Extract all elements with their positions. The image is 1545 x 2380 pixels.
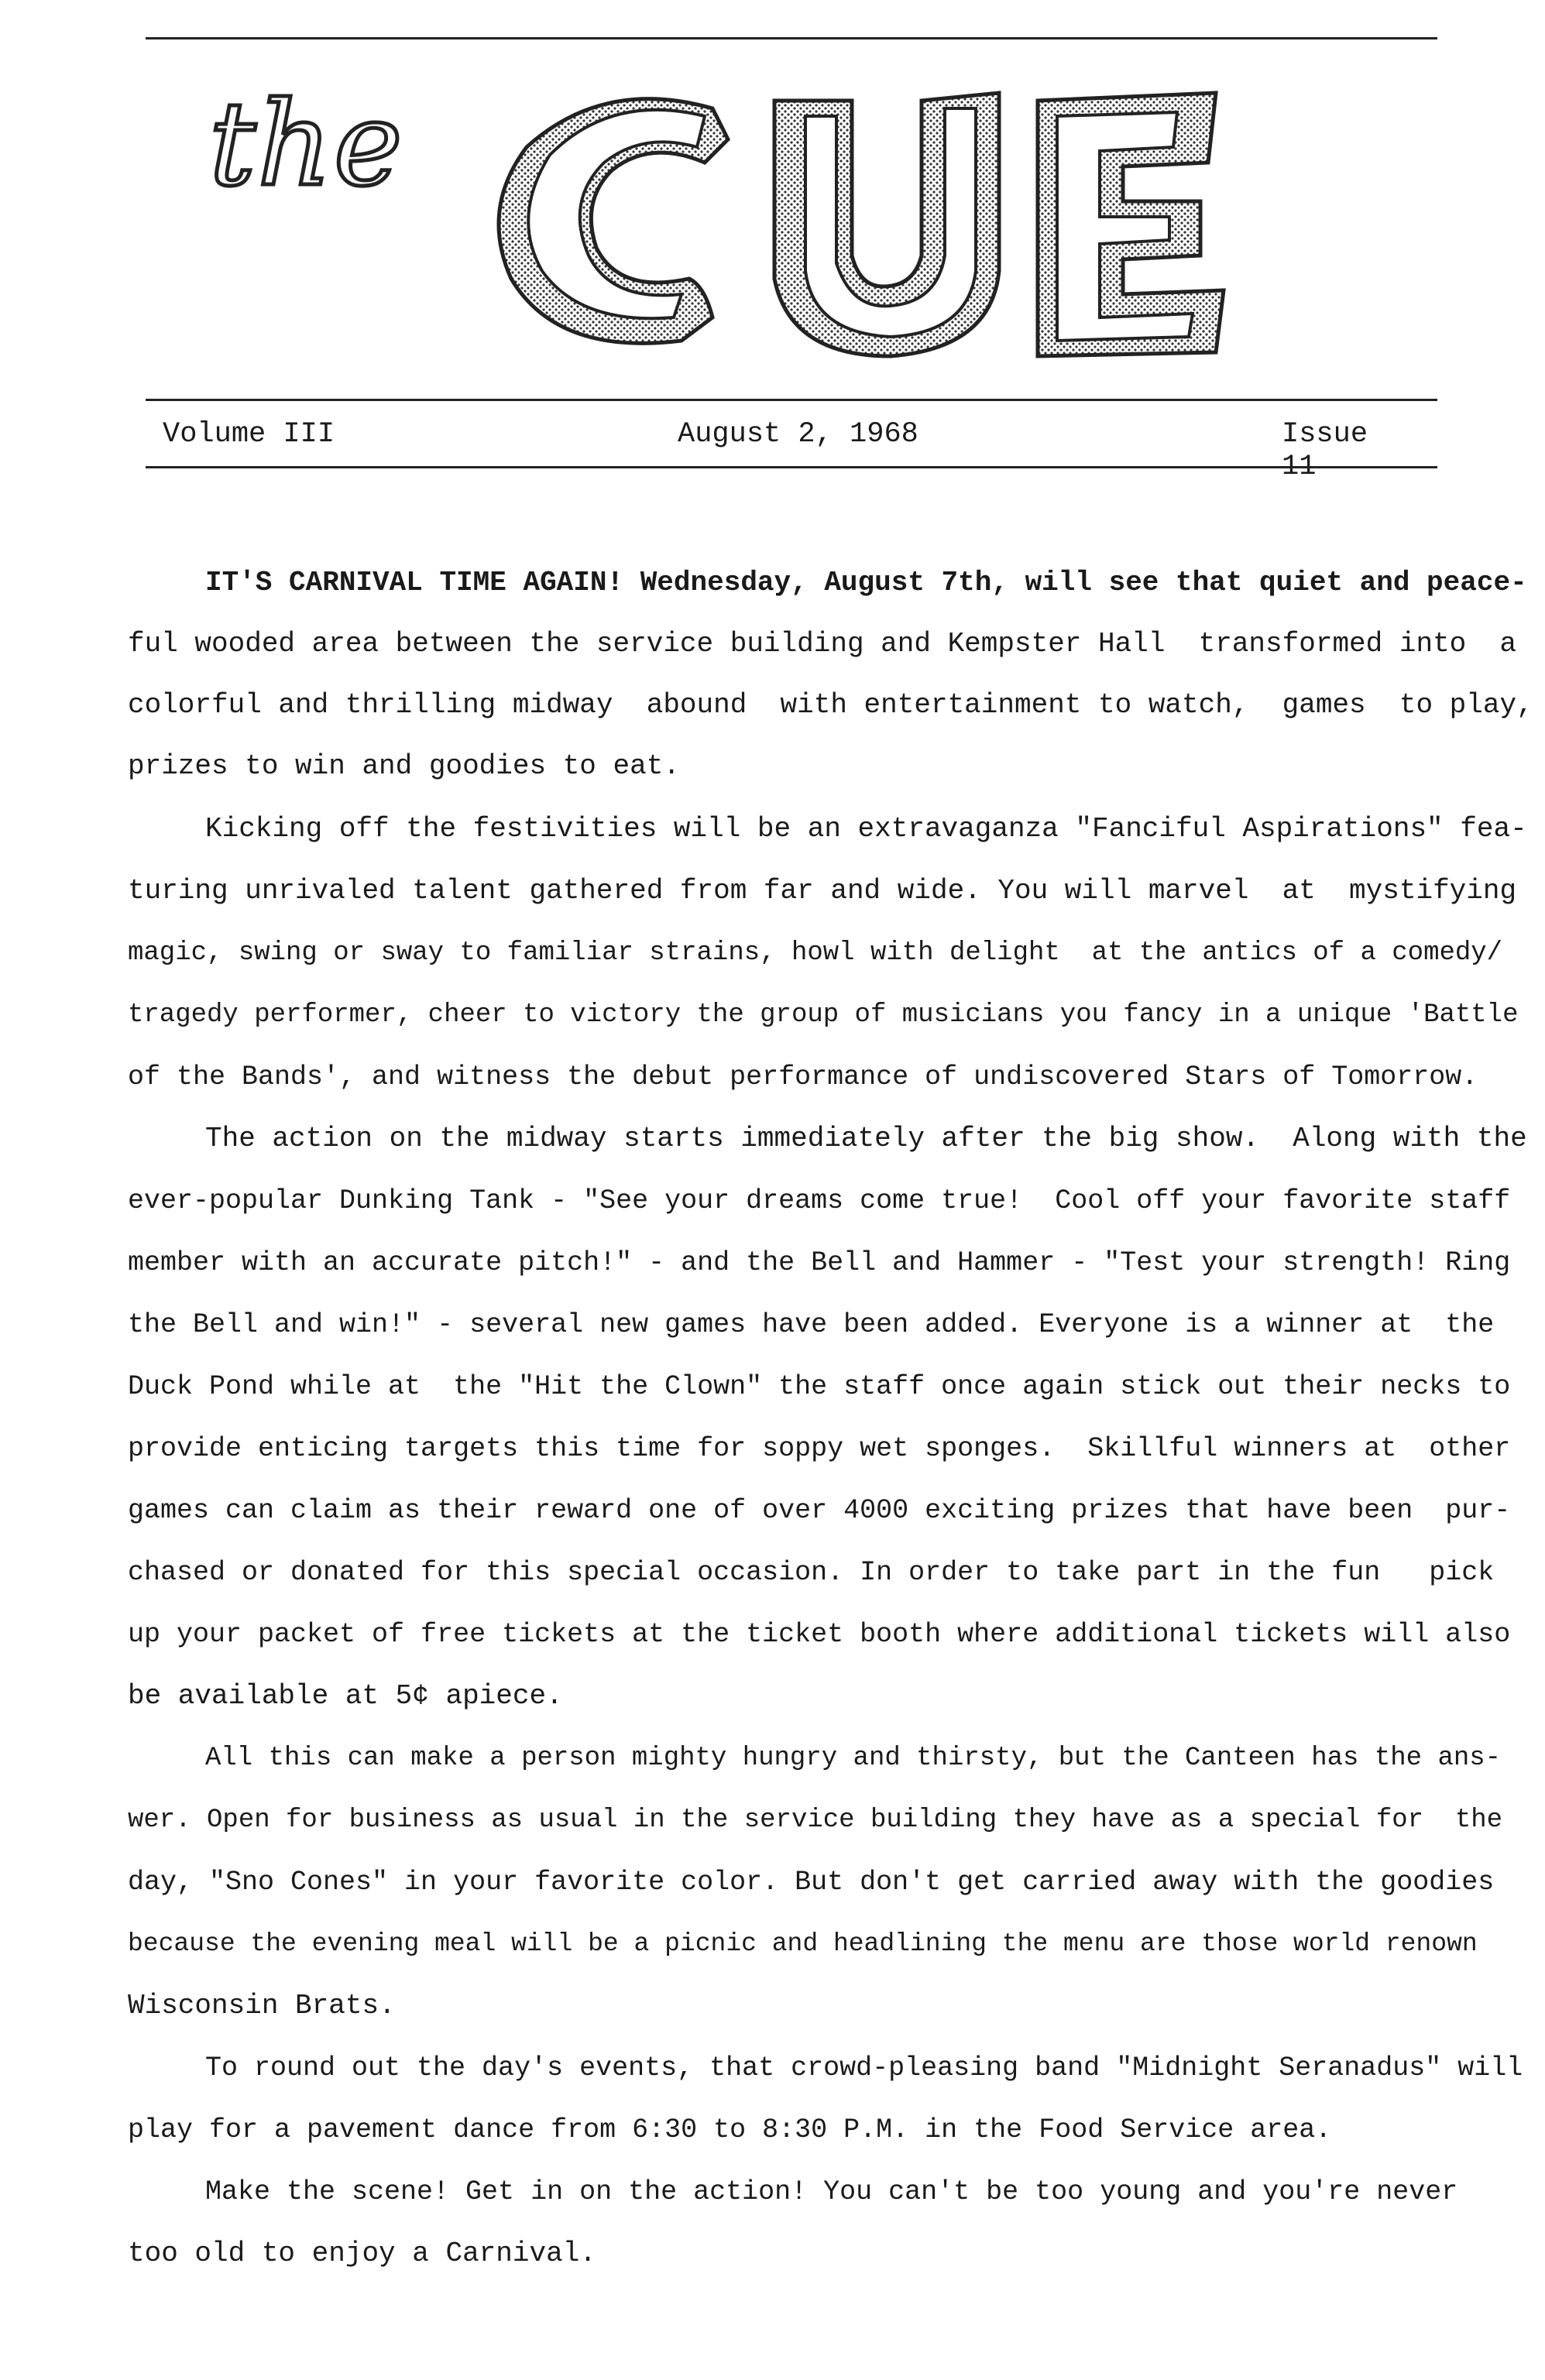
masthead-rule-lower bbox=[146, 466, 1437, 468]
article-line: up your packet of free tickets at the ticket booth where additional tickets will also bbox=[128, 1619, 1511, 1650]
issue-number: Issue 11 bbox=[1282, 418, 1368, 483]
masthead-letter-c bbox=[499, 99, 728, 344]
article-line: play for a pavement dance from 6:30 to 8:30 P.M. in the Food Service area. bbox=[128, 2114, 1332, 2145]
article-line: Make the scene! Get in on the action! You can't be too young and you're never bbox=[205, 2176, 1458, 2207]
article-line: too old to enjoy a Carnival. bbox=[128, 2238, 596, 2269]
masthead-letter-u bbox=[774, 93, 999, 356]
article-line: magic, swing or sway to familiar strains, howl with delight at the antics of a comedy/ bbox=[128, 938, 1503, 968]
article-line: IT'S CARNIVAL TIME AGAIN! Wednesday, August 7th, will see that quiet and peace- bbox=[205, 567, 1527, 598]
article-line: of the Bands', and witness the debut performance of undiscovered Stars of Tomorrow. bbox=[128, 1061, 1478, 1092]
article-line: turing unrivaled talent gathered from far and wide. You will marvel at mystifying bbox=[128, 875, 1517, 907]
masthead-the: the bbox=[209, 77, 404, 212]
article-line: games can claim as their reward one of over 4000 exciting prizes that have been pur- bbox=[128, 1495, 1511, 1526]
article-line: prizes to win and goodies to eat. bbox=[128, 750, 680, 782]
article-line: ever-popular Dunking Tank - "See your dreams come true! Cool off your favorite staff bbox=[128, 1185, 1511, 1216]
article-line: tragedy performer, cheer to victory the group of musicians you fancy in a unique 'Battle bbox=[128, 1000, 1519, 1030]
article-line: chased or donated for this special occasion. In order to take part in the fun pick bbox=[128, 1557, 1495, 1588]
article-line: colorful and thrilling midway abound with entertainment to watch, games to play, bbox=[128, 689, 1533, 721]
masthead-letter-e bbox=[1038, 93, 1224, 356]
article-line: Wisconsin Brats. bbox=[128, 1990, 396, 2022]
issue-info-row bbox=[163, 418, 1417, 483]
article-line: The action on the midway starts immediately after the big show. Along with the bbox=[205, 1123, 1527, 1154]
article-line: because the evening meal will be a picnic and headlining the menu are those world renown bbox=[128, 1929, 1478, 1958]
top-rule bbox=[146, 37, 1437, 39]
article-line: wer. Open for business as usual in the service building they have as a special for the bbox=[128, 1806, 1503, 1835]
article-line: provide enticing targets this time for soppy wet sponges. Skillful winners at other bbox=[128, 1433, 1511, 1464]
article-line: the Bell and win!" - several new games have been added. Everyone is a winner at the bbox=[128, 1309, 1495, 1340]
article-line: member with an accurate pitch!" - and the Bell and Hammer - "Test your strength! Ring bbox=[128, 1247, 1511, 1278]
article-line: To round out the day's events, that crowd-pleasing band "Midnight Seranadus" will bbox=[205, 2052, 1523, 2083]
issue-date: August 2, 1968 bbox=[678, 418, 918, 451]
article-line: day, "Sno Cones" in your favorite color. But don't get carried away with the goodies bbox=[128, 1867, 1495, 1898]
article-line: be available at 5¢ apiece. bbox=[128, 1680, 563, 1712]
article-line: Kicking off the festivities will be an extravaganza "Fanciful Aspirations" fea- bbox=[205, 813, 1527, 845]
masthead-cue-logo bbox=[480, 85, 1255, 364]
volume-label: Volume III bbox=[163, 418, 335, 451]
article-line: All this can make a person mighty hungry and thirsty, but the Canteen has the ans- bbox=[205, 1744, 1502, 1773]
masthead-rule-upper bbox=[146, 399, 1437, 401]
article-line: Duck Pond while at the "Hit the Clown" the staff once again stick out their necks to bbox=[128, 1371, 1511, 1402]
article-line: ful wooded area between the service building and Kempster Hall transformed into a bbox=[128, 628, 1517, 660]
